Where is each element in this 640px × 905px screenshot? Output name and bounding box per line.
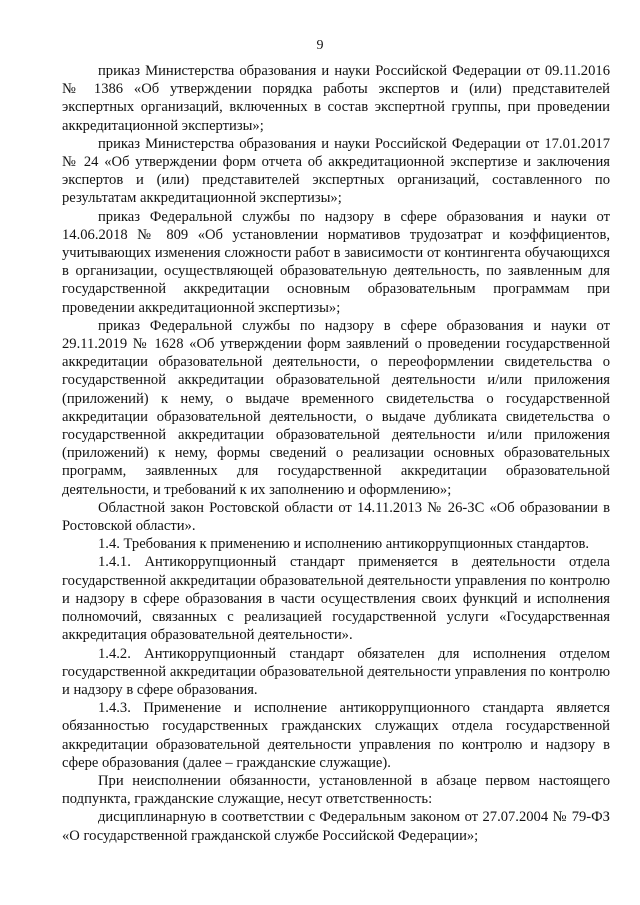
section-heading: 1.4. Требования к применению и исполнению антикоррупционных стандартов. <box>98 536 590 553</box>
paragraph: приказ Министерства образования и науки Российской Федерации от 09.11.2016 № 1386 «Об утверждении порядка работы экспертов и (или) представителей экспертных организаций, включенных в состав экспертной группы, при проведении аккредитационной экспертизы»; <box>62 63 610 134</box>
paragraph: При неисполнении обязанности, установленной в абзаце первом настоящего подпункта, гражданские служащие, несут ответственность: <box>62 772 610 808</box>
paragraph: приказ Министерства образования и науки Российской Федерации от 17.01.2017 № 24 «Об утверждении форм отчета об аккредитационной экспертизе и заключения экспертов и (или) представителей экспертных организаций, составленного по результатам аккредитационной экспертизы»; <box>62 135 610 207</box>
paragraph: 1.4.2. Антикоррупционный стандарт обязателен для исполнения отделом государственной аккредитации образовательной деятельности управления по контролю и надзору в сфере образования. <box>62 645 610 698</box>
paragraph: приказ Федеральной службы по надзору в сфере образования и науки от 29.11.2019 № 1628 «Об утверждении форм заявлений о проведении государственной аккредитации образовательной деятельности, о переоформлении свидетельства о государственной аккредитации образовательной деятельности и/или приложения (приложений) к нему, о выдаче временного свидетельства о государственной аккредитации образовательной деятельности, о выдаче дубликата свидетельства о государственной аккредитации образовательной деятельности и/или приложения (приложений) к нему, формы сведений о реализации основных образовательных программ, заявленных для государственной аккредитации образовательной деятельности, и требований к их заполнению и оформлению»; <box>62 317 610 498</box>
paragraph: приказ Федеральной службы по надзору в сфере образования и науки от 14.06.2018 № 809 «Об установлении нормативов трудозатрат и коэффициентов, учитывающих изменения сложности работ в зависимости от контингента обучающихся в организации, осуществляющей образовательную деятельность, по заявленным для государственной аккредитации основным образовательным программам при проведении аккредитационной экспертизы»; <box>62 208 610 316</box>
page-number: 9 <box>316 38 324 53</box>
paragraph: Областной закон Ростовской области от 14.11.2013 № 26-ЗС «Об образовании в Ростовской области». <box>62 499 610 535</box>
paragraph: дисциплинарную в соответствии с Федеральным законом от 27.07.2004 № 79-ФЗ «О государственной гражданской службе Российской Федерации»; <box>62 809 610 844</box>
paragraph: 1.4.1. Антикоррупционный стандарт применяется в деятельности отдела государственной аккредитации образовательной деятельности управления по контролю и надзору в сфере образования в части осуществления своих функций и исполнения полномочий, связанных с реализацией государственной услуги «Государственная аккредитация образовательной деятельности». <box>62 554 610 644</box>
paragraph: 1.4.3. Применение и исполнение антикоррупционного стандарта является обязанностью государственных гражданских служащих отдела государственной аккредитации образовательной деятельности управления по контролю и надзору в сфере образования (далее – гражданские служащие). <box>62 700 610 771</box>
document-body <box>62 62 610 845</box>
